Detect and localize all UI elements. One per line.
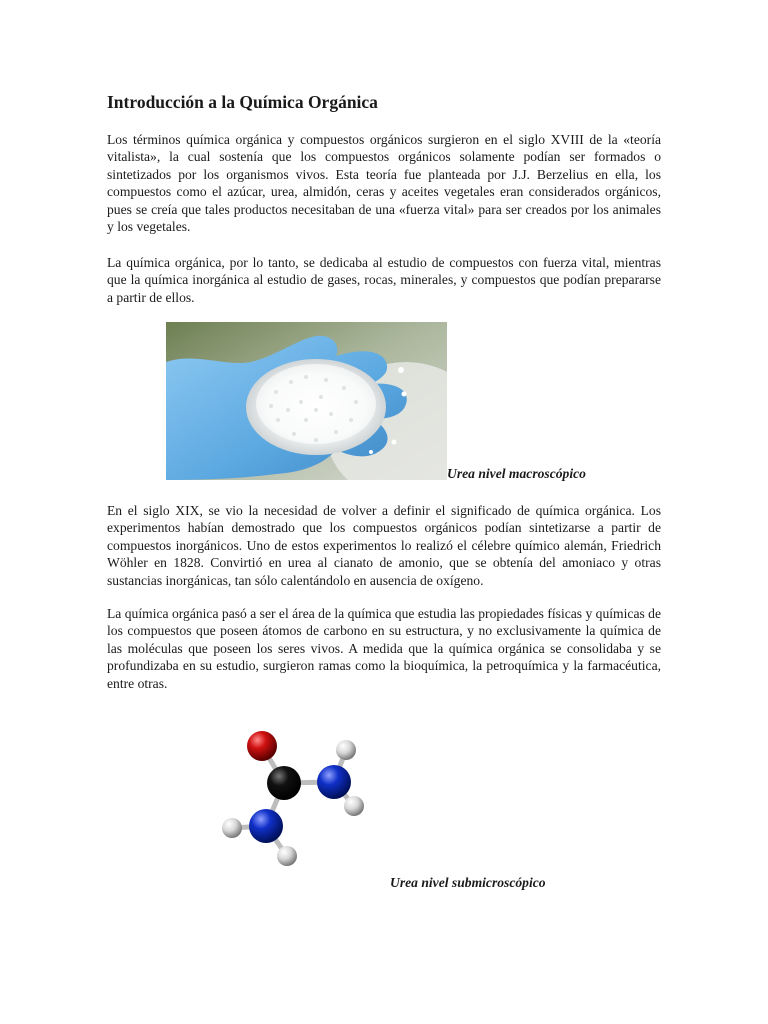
paragraph-wohler-synthesis: En el siglo XIX, se vio la necesidad de volver a definir el significado de química orgánica. Los experimentos habían demostrado que los compuestos orgánicos podían sintetizarse a partir de compuestos inorgánicos. Uno de estos experimentos lo realizó el célebre químico alemán, Friedrich Wöhler en 1828. Convirtió en urea al cianato de amonio, que se obtenía del amoniaco y otras sustancias inorgánicas, tan sólo calentándolo en ausencia de oxígeno. [107, 503, 661, 588]
hydrogen-atom [344, 796, 364, 816]
hydrogen-atom [222, 818, 242, 838]
urea-molecule-model [210, 720, 380, 870]
hydrogen-atom [277, 846, 297, 866]
paragraph-vitalism: Los términos química orgánica y compuestos orgánicos surgieron en el siglo XVIII de la «teoría vitalista», la cual sostenía que los compuestos orgánicos solamente podían ser formados o sintetizados por los organismos vivos. Esta teoría fue planteada por J.J. Berzelius en ella, los compuestos como el azúcar, urea, almidón, ceras y aceites vegetales eran considerados orgánicos, pues se creía que tales productos necesitaban de una «fuerza vital» para ser creados por los animales y los vegetales. [107, 132, 661, 235]
hydrogen-atom [336, 740, 356, 760]
urea-macroscopic-photo [166, 322, 447, 480]
figure-caption-macroscopic: Urea nivel macroscópico [447, 466, 586, 481]
carbon-atom [267, 766, 301, 800]
oxygen-atom [247, 731, 277, 761]
nitrogen-atom [249, 809, 283, 843]
figure-caption-submicroscopic: Urea nivel submicroscópico [390, 875, 546, 890]
page-title: Introducción a la Química Orgánica [107, 92, 378, 112]
nitrogen-atom [317, 765, 351, 799]
paragraph-modern-definition: La química orgánica pasó a ser el área de la química que estudia las propiedades físicas y químicas de los compuestos que poseen átomos de carbono en su estructura, y no exclusivamente la química de las moléculas que poseen los seres vivos. A medida que la química orgánica se consolidaba y se profundizaba en su estudio, surgieron ramas como la bioquímica, la petroquímica y la farmacéutica, entre otras. [107, 606, 661, 691]
paragraph-organic-vs-inorganic: La química orgánica, por lo tanto, se dedicaba al estudio de compuestos con fuerza vital, mientras que la química inorgánica al estudio de gases, rocas, minerales, y compuestos que podían prepararse a partir de ellos. [107, 255, 661, 305]
